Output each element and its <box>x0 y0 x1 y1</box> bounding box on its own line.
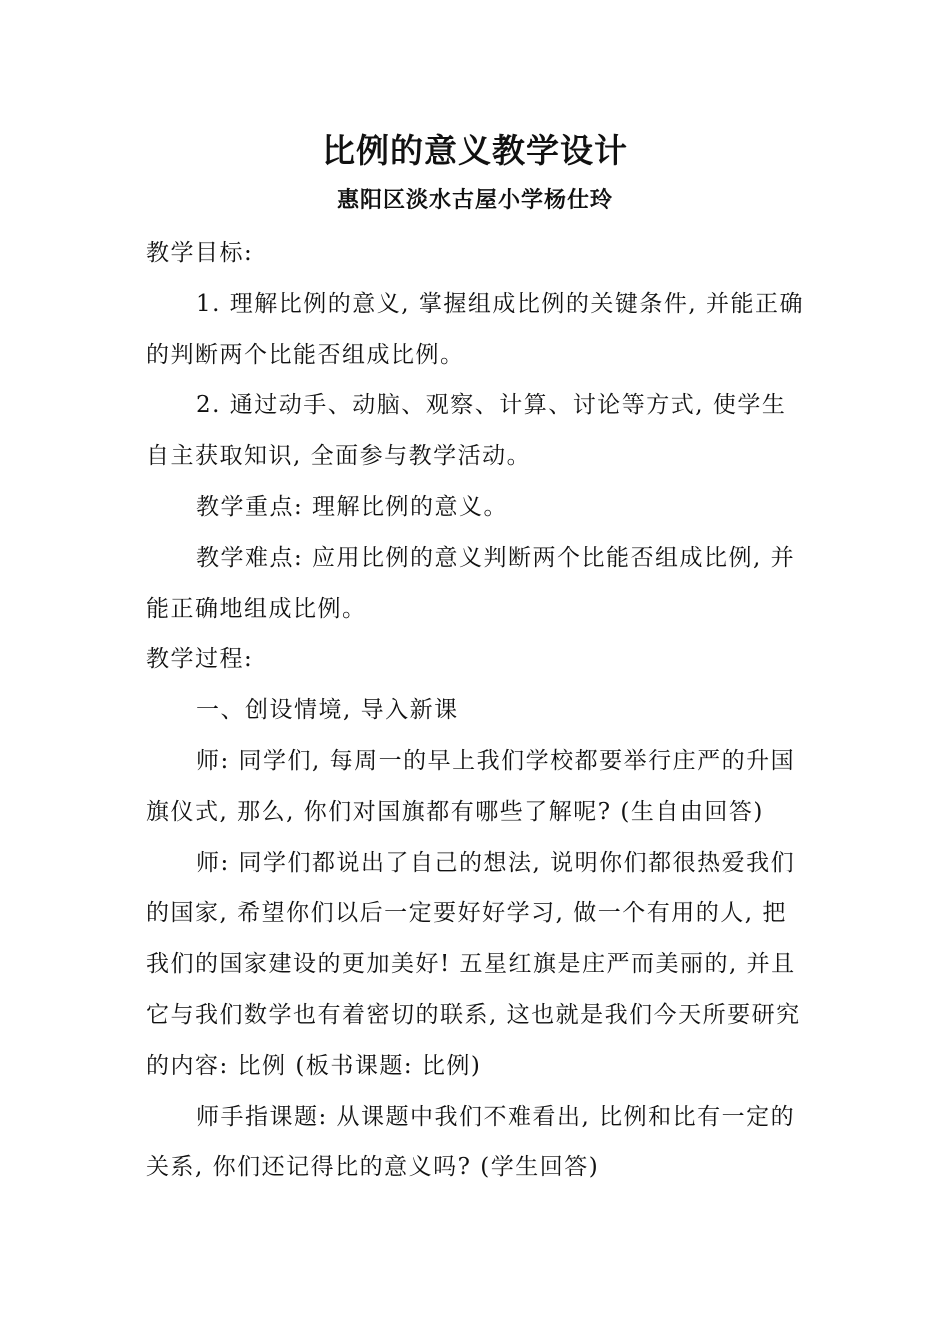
author-line: 惠阳区淡水古屋小学杨仕玲 <box>336 187 613 213</box>
body-paragraph: 师: 同学们都说出了自己的想法, 说明你们都很热爱我们的国家, 希望你们以后一定要好好学习, 做一个有用的人, 把我们的国家建设的更加美好! 五星红旗是庄严而美丽的, 并且它与我们数学也有着密切的联系, 这也就是我们今天所要研究的内容: 比例 (板书课题: 比例) <box>146 849 801 1079</box>
document-title: 比例的意义教学设计 <box>322 131 628 170</box>
document-body <box>146 228 810 1193</box>
section-heading-objectives: 教学目标: <box>146 240 254 266</box>
key-point: 教学重点: 理解比例的意义。 <box>196 493 509 520</box>
body-paragraph: 师: 同学们, 每周一的早上我们学校都要举行庄严的升国旗仪式, 那么, 你们对国旗都有哪些了解呢? (生自由回答) <box>146 747 796 825</box>
objective-2: 2. 通过动手、动脑、观察、计算、讨论等方式, 使学生自主获取知识, 全面参与教学活动。 <box>146 392 787 470</box>
body-paragraph: 师手指课题: 从课题中我们不难看出, 比例和比有一定的关系, 你们还记得比的意义吗? (学生回答) <box>146 1103 796 1181</box>
step-heading-1: 一、创设情境, 导入新课 <box>196 697 459 724</box>
section-heading-process: 教学过程: <box>146 646 254 673</box>
difficult-point: 教学难点: 应用比例的意义判断两个比能否组成比例, 并能正确地组成比例。 <box>146 544 796 622</box>
objective-1: 1. 理解比例的意义, 掌握组成比例的关键条件, 并能正确的判断两个比能否组成比例。 <box>146 290 804 368</box>
